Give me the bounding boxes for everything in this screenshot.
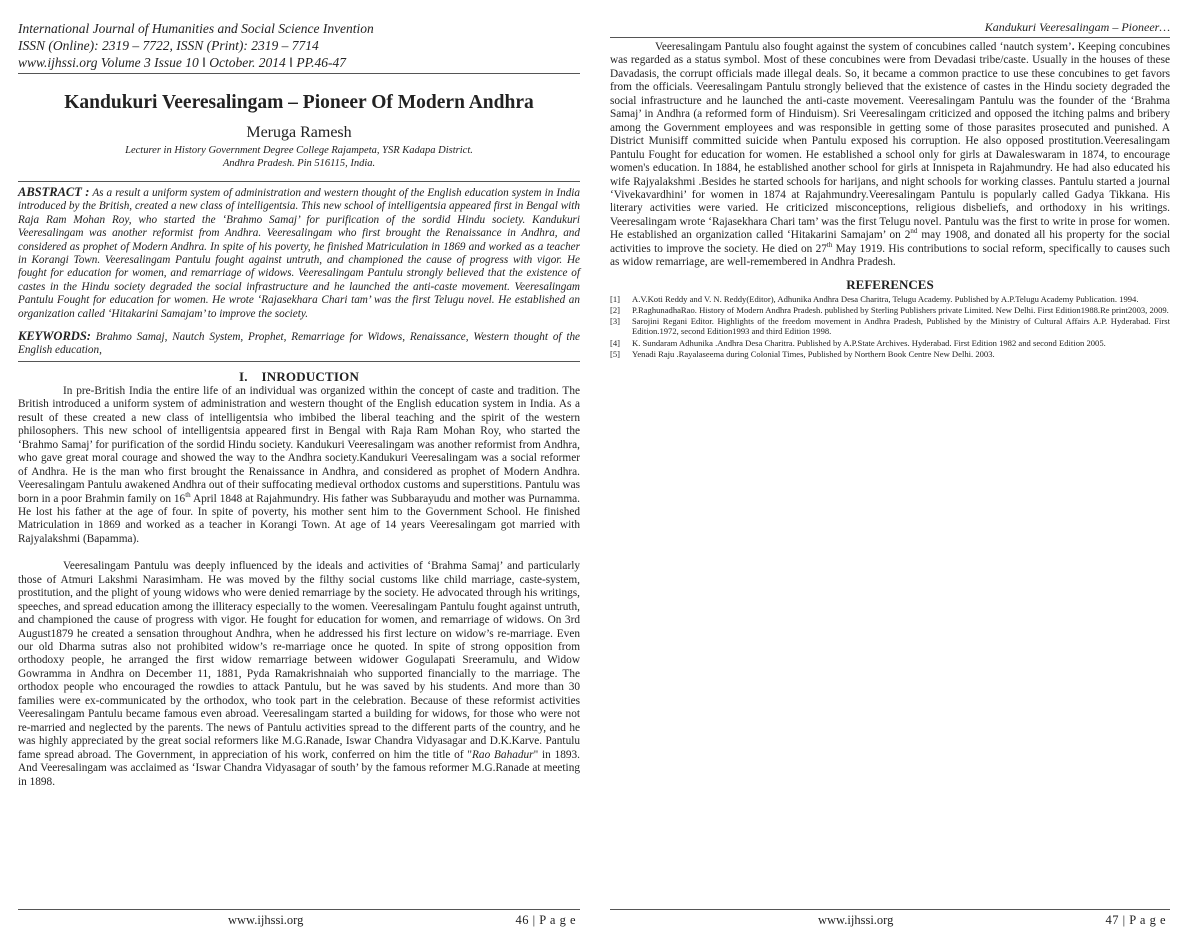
intro-paragraph-2 xyxy=(18,560,580,789)
p-text-a: Veeresalingam Pantulu also fought against the system of concubines called ‘nautch system’ xyxy=(655,41,1072,53)
intro-p1-sup: th xyxy=(185,490,191,499)
author-name: Meruga Ramesh xyxy=(246,124,352,141)
body-paragraph-continued xyxy=(610,41,1170,270)
p-text-c: may 1908, and donated all his property for the social activities to improve the society. He died on 27 xyxy=(610,229,1170,255)
reference-number: [2] xyxy=(610,304,621,315)
intro-p2-text-b: " in 1893. And Veeresalingam was acclaimed as ‘Iswar Chandra Vidyasagar of south’ by the famous reformer M.G.Ranade at meeting in 1898. xyxy=(18,748,580,788)
p-sup-1: nd xyxy=(910,227,918,236)
abstract-label: ABSTRACT : xyxy=(18,185,90,199)
reference-item xyxy=(610,338,1170,348)
keywords xyxy=(18,330,580,362)
journal-volume: www.ijhssi.org Volume 3 Issue 10 ǁ October. 2014 ǁ PP.46-47 xyxy=(18,55,346,70)
reference-number: [5] xyxy=(610,348,621,359)
page-footer-left xyxy=(18,909,580,929)
affiliation-line-1: Lecturer in History Government Degree College Rajampeta, YSR Kadapa District. xyxy=(125,145,473,156)
running-head: Kandukuri Veeresalingam – Pioneer… xyxy=(610,20,1170,38)
intro-paragraph-1 xyxy=(18,385,580,546)
p-dot: . xyxy=(1071,41,1075,53)
reference-text: A.V.Koti Reddy and V. N. Reddy(Editor), Adhunika Andhra Desa Charitra, Telugu Academy. Published by A.P.Telugu Academy Publication. 1994. xyxy=(632,293,1139,304)
abstract xyxy=(18,181,580,321)
references-list xyxy=(610,294,1170,359)
journal-header xyxy=(18,20,580,74)
keywords-text: Brahmo Samaj, Nautch System, Prophet, Remarriage for Widows, Renaissance, Western thought of the English education, xyxy=(18,331,581,357)
footer-page-number: 47 | P a g e xyxy=(1105,913,1166,927)
p-text-d: May 1919. His contributions to social reform, specifically to causes such as widow remarriage, are well-remembered in Andhra Pradesh. xyxy=(610,242,1170,269)
journal-issn: ISSN (Online): 2319 – 7722, ISSN (Print): 2319 – 7714 xyxy=(18,38,319,53)
paper-title: Kandukuri Veeresalingam – Pioneer Of Modern Andhra xyxy=(64,92,534,113)
p-text-b: Keeping concubines was regarded as a status symbol. Most of these concubines were from Devadasi tribe/caste. Usually in the houses of these Davadasis, the corrupt officials made illegal deals. So, it became a common practice to use these concubines to get favors from the officials. Veeresalingam Pantulu strongly believed that the existence of castes in the Hindu society degraded the social infrastructure and he launched the anti-caste movement. Veeresalingam Pantulu was the founder of the ‘Brahma Samaj’ in Andhra (a reformed form of Hinduism). Sri Veeresalingam criticized and opposed the itching palms and bribery among the Government employees and was responsible in getting some of those parasites prosecuted and punished. A District Munisiff committed suicide when Pantulu exposed his corruption. He also opposed prostitution.Veeresalingam Pantulu Fought for education for women. He established a school only for girls at Dawaleswaram in 1874, to encourage women's education. In 1884, he established another school for girls at Innispeta in Rajahmundry. He had also educated his wife Rajyalakshmi .Besides he started schools for harijans, and night schools for working classes. Pantulu started a journal ‘Vivekavardhini’ for women in 1874 at Rajahmundry.Veeresalingam Pantulu is popularly called Gadya Tikkana. His literary activities were varied. He criticized misconceptions, religious disbeliefs, and orthodoxy in his writings. Veeresalingam wrote ‘Rajasekhara Chari tam’ was the first Telugu novel. Pantulu was the first to write in prose for women. He established an organization called ‘Hitakarini Samajam’ on 2 xyxy=(610,41,1170,242)
affiliation-line-2: Andhra Pradesh. Pin 516115, India. xyxy=(222,158,376,169)
rao-bahadur-title: Rao Bahadur xyxy=(472,748,534,761)
author-affiliation xyxy=(18,144,580,170)
reference-number: [4] xyxy=(610,337,621,348)
reference-item xyxy=(610,316,1170,336)
p-sup-2: th xyxy=(826,241,833,250)
intro-p1-text-b: April 1848 at Rajahmundry. His father was Subbarayudu and mother was Purnamma. He lost his father at the age of four. In spite of poverty, his mother sent him to the Government School. He finished Matriculation in 1869 and worked as a teacher in Korangi Town. At age of 14 years Veeresalingam got married with Rajyalakshmi (Bapamma). xyxy=(18,492,580,545)
abstract-text: As a result a uniform system of administration and western thought of the English education system in India introduced by the British, created a new class of intelligentsia. This new school of intelligentsia appeared first in Bengal with Raja Ram Mohan Roy, who started the ‘Brahmo Samaj’ for purification of the sordid Hindu society. Kandukuri Veeresalingam was another reformist from Andhra. Veeresalingam who first brought the Renaissance in Andhra, and considered as prophet of Modern Andhra. In spite of his poverty, he finished Matriculation in 1869 and worked as a teacher in Korangi Town. Veeresalingam Pantulu fought against untruth, and championed the cause of progress with vigor. He fought for education for women, and remarriage of widows. Veeresalingam Pantulu strongly believed that the existence of castes in the Hindu society degraded the social infrastructure and he launched the anti-caste movement. Veeresalingam Pantulu Fought for education for women. He wrote ‘Rajasekhara Chari tam’ was the first Telugu novel. He established an organization called ‘Hitakarini Samajam’ to improve the society. xyxy=(18,187,580,320)
reference-item xyxy=(610,305,1170,315)
reference-text: P.RaghunadhaRao. History of Modern Andhra Pradesh. published by Sterling Publishers private Limited. New Delhi. First Edition1988.Re print2003, 2009. xyxy=(632,304,1169,315)
journal-name: International Journal of Humanities and Social Science Invention xyxy=(18,21,374,36)
reference-number: [1] xyxy=(610,293,621,304)
intro-p2-text-a: Veeresalingam Pantulu was deeply influenced by the ideals and activities of ‘Brahma Samaj’ and particularly those of Atmuri Lakshmi Narasimham. He was moved by the filthy social customs like child marriage, caste-system, prostitution, and the plight of young widows who were denied remarriage by the society. He advocated through his writings, speeches, and spread education among the illiteracy especially to the women. Veeresalingam Pantulu fought against untruth, and championed the cause of progress with vigor. He fought for education for women, and remarriage of widows. On 3rd August1879 he created a sensation throughout Andhra, when he addressed his first lecture on widow’s re-marriage. Even our old Dharma sutras also not prohibited widow’s re-marriage once he quoted. In spite of strong opposition from orthodoxy people, he arranged the first widow remarriage between widower Gogulapati Sreeramulu, and Widow Gowramma in Andhra on December 11, 1881, Pyda Ramakrishnaiah who supported financially to the marriage. The orthodox people who encouraged the rowdies to attack Pantulu, but he was saved by his students. And more than 30 families were ex-communicated by the orthodox, who took part in the celebration. Because of these reformist activities Veeresalingam Pantulu became famous even abroad. Veeresalingam started a building for widows, for those who were not re-married and neglected by the parents. The news of Pantulu activities spread to the different parts of the country, and he was highly appreciated by the great social reformers like M.G.Ranade, Iswar Chandra Vidyasagar and D.K.Karve. Pantulu fame spread abroad. The Government, in appreciation of his work, conferred on him the title of " xyxy=(18,560,580,761)
keywords-label: KEYWORDS: xyxy=(18,329,91,344)
footer-page-number: 46 | P a g e xyxy=(515,913,576,927)
intro-p1-text-a: In pre-British India the entire life of an individual was organized within the concept of caste and tradition. The British introduced a uniform system of administration and western thought of the English education system in India. As a result of these created a new class of intelligentsia who imbibed the liberal teaching and the spirit of the western philosophers. This new school of intelligentsia appeared first in Bengal with Raja Ram Mohan Roy, who started the ‘Brahmo Samaj’ for purification of the sordid Hindu society. Kandukuri Veeresalingam was another reformist from Andhra, who gave great moral courage and showed the way to the Andhra society.Kandukuri Veeresalingam was a social reformer of Andhra. He is the man who first brought the Renaissance in Andhra, and considered as prophet of Modern Andhra. Veeresalingam Pantulu awakened Andhra out of their suffocating medieval orthodox customs and superstitions. Pantulu was born in a poor Brahmin family on 16 xyxy=(18,384,580,505)
reference-number: [3] xyxy=(610,316,621,327)
footer-site-link[interactable]: www.ijhssi.org xyxy=(818,913,894,927)
section-heading-introduction xyxy=(18,369,580,385)
references-heading: REFERENCES xyxy=(846,276,934,292)
reference-item xyxy=(610,294,1170,304)
reference-item xyxy=(610,349,1170,359)
page-47 xyxy=(600,0,1200,951)
reference-text: Sarojini Regani Editor. Highlights of the freedom movement in Andhra Pradesh, Published by the Ministry of Cultural Affairs A.P. Hyderabad. First Edition.1972, second Edition1993 and third Edition 1998. xyxy=(632,316,1170,337)
reference-text: Yenadi Raju .Rayalaseema during Colonial Times, Published by Northern Book Centre New Delhi. 2003. xyxy=(632,348,995,359)
section-title: INRODUCTION xyxy=(261,368,360,384)
footer-site-link[interactable]: www.ijhssi.org xyxy=(228,913,304,927)
page-footer-right xyxy=(610,909,1170,929)
reference-text: K. Sundaram Adhunika .Andhra Desa Charitra. Published by A.P.State Archives. Hyderabad. First Edition 1982 and second Edition 2005. xyxy=(632,337,1106,348)
section-number: I. xyxy=(238,368,248,384)
